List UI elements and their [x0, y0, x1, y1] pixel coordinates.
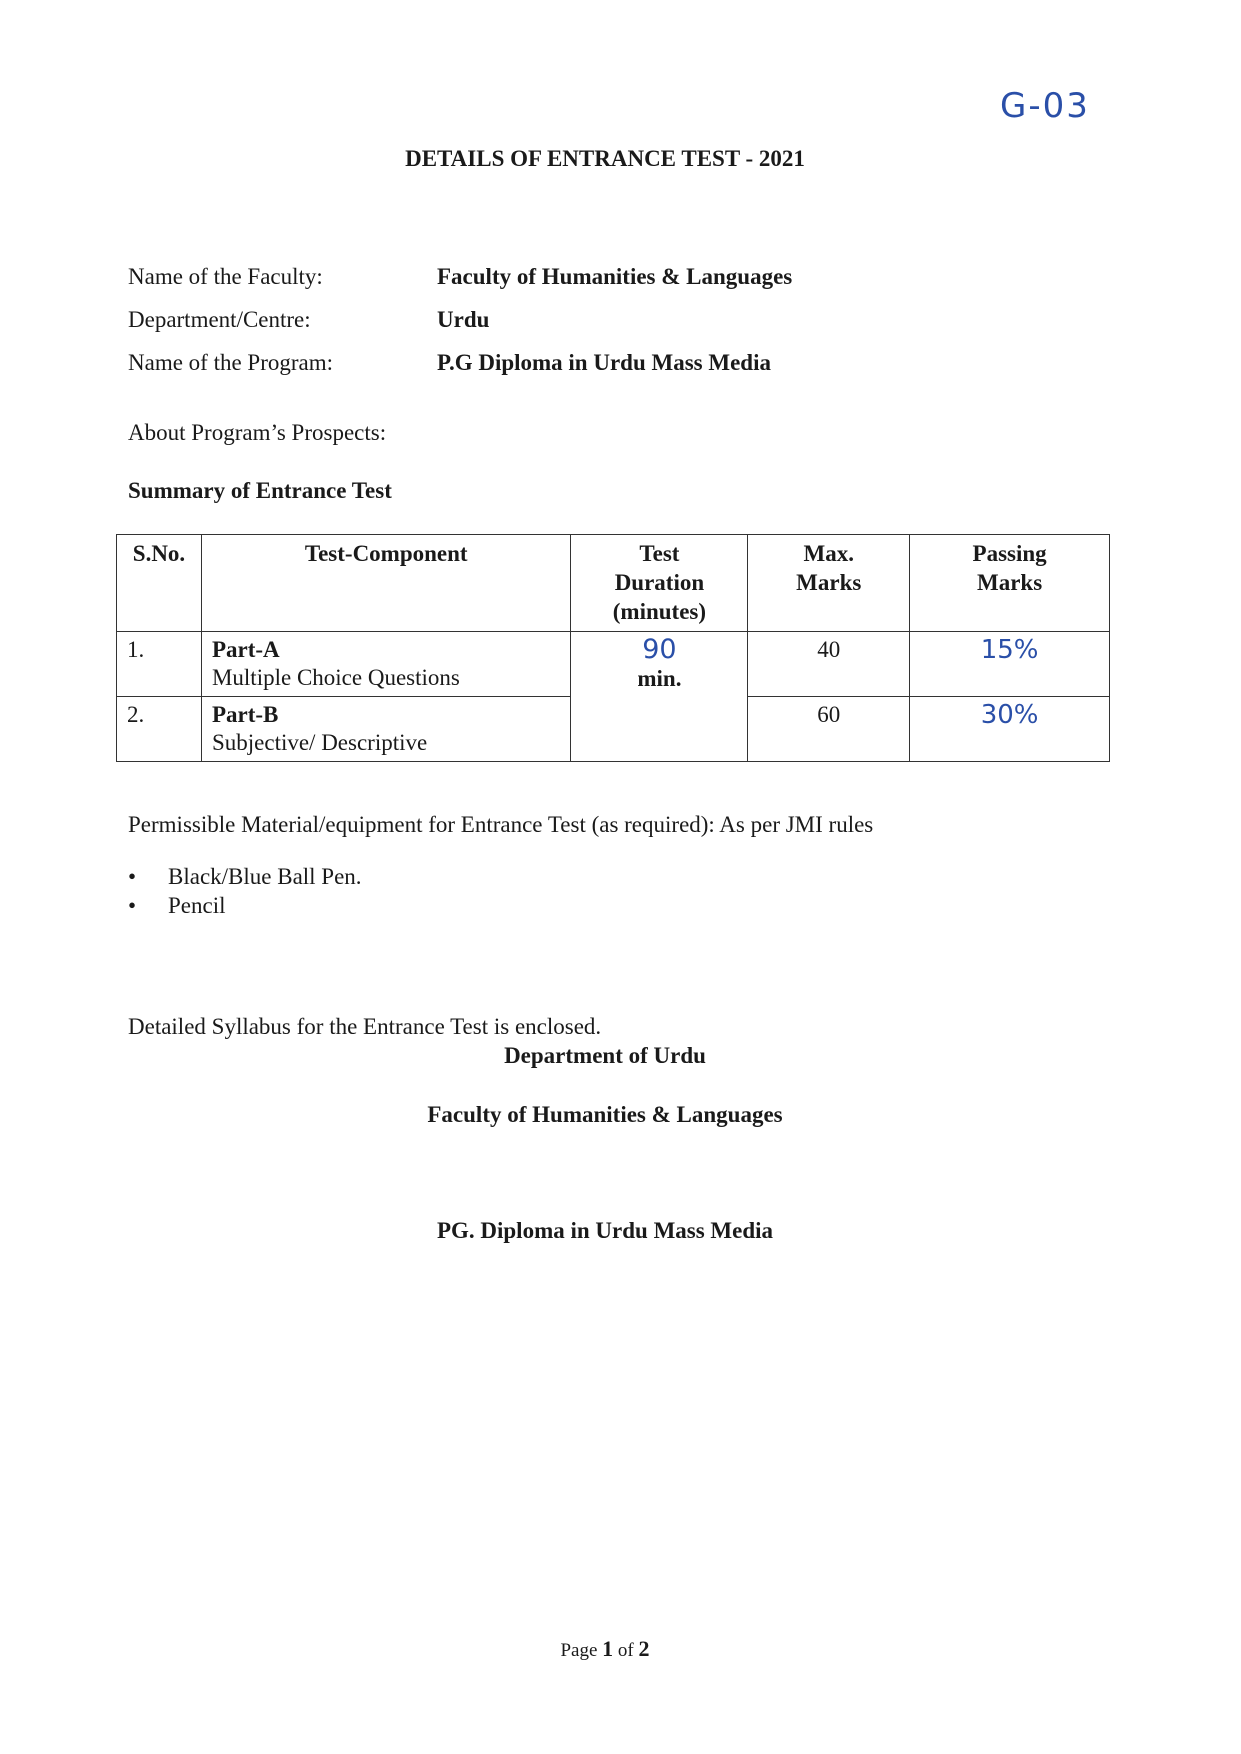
page-title: DETAILS OF ENTRANCE TEST - 2021 — [405, 146, 805, 171]
row-sno: 2. — [117, 697, 202, 762]
of-word: of — [617, 1640, 634, 1661]
header-pass-line: Marks — [977, 570, 1043, 595]
info-value: Faculty of Humanities & Languages — [437, 264, 793, 289]
header-pass-line: Passing — [972, 541, 1047, 566]
part-description: Subjective/ Descriptive — [211, 730, 428, 755]
header-duration — [571, 535, 748, 632]
info-label: Department/Centre: — [128, 307, 311, 332]
duration-unit: min. — [637, 666, 682, 691]
header-max-line: Marks — [796, 570, 862, 595]
row-sno: 1. — [117, 632, 202, 697]
info-value: P.G Diploma in Urdu Mass Media — [437, 350, 771, 375]
faculty-heading: Faculty of Humanities & Languages — [427, 1102, 783, 1127]
duration-cell — [571, 632, 748, 762]
part-title: Part-A — [211, 637, 280, 662]
syllabus-note: Detailed Syllabus for the Entrance Test is enclosed. — [128, 1014, 602, 1039]
header-duration-line: (minutes) — [612, 599, 707, 624]
page-word: Page — [560, 1640, 598, 1661]
handwritten-duration: 90 — [642, 634, 677, 665]
list-item: • Black/Blue Ball Pen. — [128, 864, 362, 893]
header-component: Test-Component — [201, 535, 571, 632]
part-title: Part-B — [211, 702, 279, 727]
header-max-marks — [748, 535, 910, 632]
total-pages: 2 — [638, 1636, 650, 1661]
table-row — [117, 632, 1110, 697]
department-heading: Department of Urdu — [504, 1043, 706, 1068]
header-max-line: Max. — [803, 541, 854, 566]
program-heading: PG. Diploma in Urdu Mass Media — [436, 1218, 774, 1243]
info-value: Urdu — [437, 307, 490, 332]
row-component — [201, 697, 571, 762]
part-description: Multiple Choice Questions — [211, 665, 460, 690]
info-label: Name of the Faculty: — [128, 264, 323, 289]
table-header-row — [117, 535, 1110, 632]
handwritten-doc-code: G-03 — [1000, 86, 1090, 126]
materials-list — [128, 864, 362, 922]
header-sno: S.No. — [117, 535, 202, 632]
info-label: Name of the Program: — [128, 350, 334, 375]
permissible-material-text: Permissible Material/equipment for Entrance Test (as required): As per JMI rules — [128, 812, 874, 837]
page-number: 1 — [602, 1636, 614, 1661]
row-component — [201, 632, 571, 697]
prospects-label: About Program’s Prospects: — [128, 420, 387, 445]
page-footer — [0, 1636, 1210, 1662]
handwritten-passing-marks: 15% — [910, 632, 1110, 697]
list-item: • Pencil — [128, 893, 362, 922]
header-duration-line: Duration — [614, 570, 705, 595]
max-marks-cell: 60 — [748, 697, 910, 762]
header-duration-line: Test — [639, 541, 680, 566]
max-marks-cell: 40 — [748, 632, 910, 697]
handwritten-passing-marks: 30% — [910, 697, 1110, 762]
header-passing-marks — [910, 535, 1110, 632]
summary-heading: Summary of Entrance Test — [128, 478, 392, 503]
entrance-test-table — [116, 534, 1110, 762]
